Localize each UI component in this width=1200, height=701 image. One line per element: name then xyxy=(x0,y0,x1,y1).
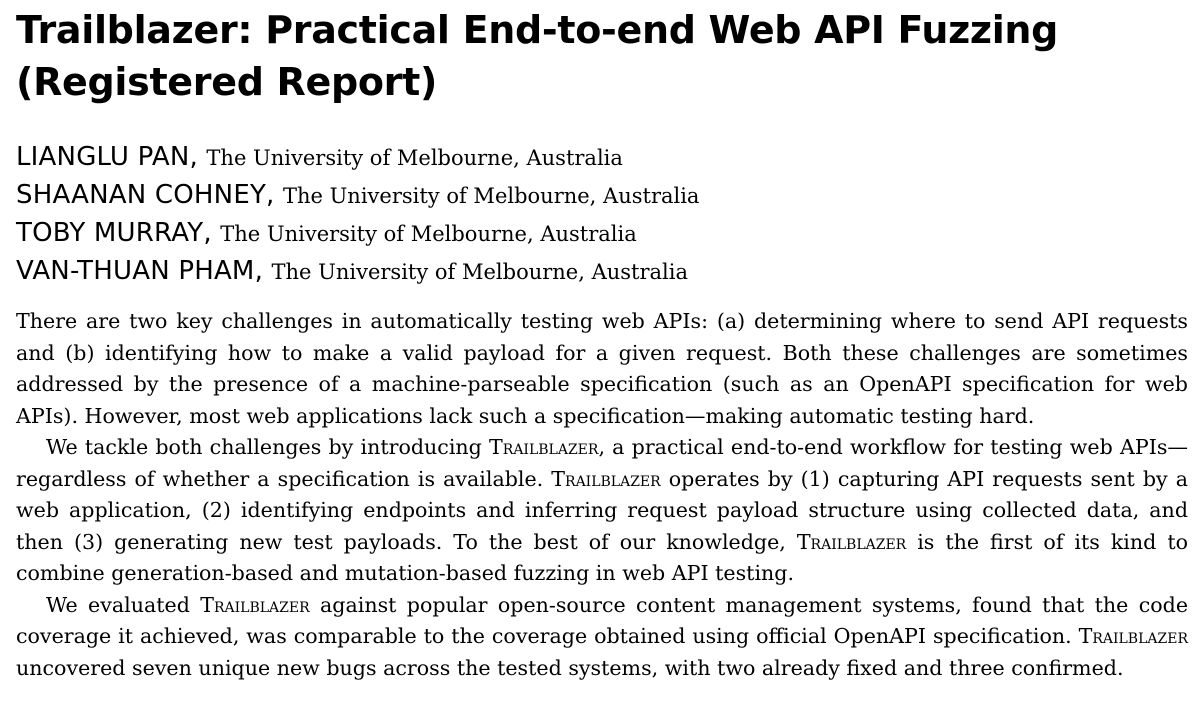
author-separator: , xyxy=(254,256,272,286)
author-affiliation: The University of Melbourne, Australia xyxy=(220,222,637,246)
author-1 xyxy=(16,138,1188,176)
text-run: uncovered seven unique new bugs across the tested systems, with two already fixed and three confirmed. xyxy=(16,655,1124,680)
text-run: against popular open-source content management systems, found that the code coverage it achieved, was comparable to the coverage obtained using official OpenAPI specification. xyxy=(16,592,1189,648)
author-name: SHAANAN COHNEY xyxy=(16,180,267,210)
tool-name: Trailblazer xyxy=(489,435,599,459)
author-affiliation: The University of Melbourne, Australia xyxy=(271,260,688,284)
text-run: We tackle both challenges by introducing xyxy=(46,435,490,459)
author-name: VAN-THUAN PHAM xyxy=(16,256,255,286)
tool-name: Trailblazer xyxy=(200,592,310,617)
tool-name: Trailblazer xyxy=(551,466,661,491)
author-2 xyxy=(16,176,1188,214)
text-run: is the first of its kind to combine generation-based and mutation-based fuzzing in web API testing. xyxy=(16,529,1188,585)
text-run: We evaluated xyxy=(46,592,201,617)
abstract-paragraph-3 xyxy=(16,590,1188,685)
abstract-paragraph-2 xyxy=(16,432,1188,590)
author-name: TOBY MURRAY xyxy=(16,218,204,248)
author-list xyxy=(16,138,1188,290)
author-separator: , xyxy=(266,180,283,210)
abstract xyxy=(16,306,1188,684)
author-affiliation: The University of Melbourne, Australia xyxy=(206,146,623,170)
tool-name: Trailblazer xyxy=(796,529,907,554)
text-run: , a practical end-to-end workflow for testing web APIs—regardless of whether a specification is available. xyxy=(16,435,1188,491)
abstract-paragraph-1: There are two key challenges in automatically testing web APIs: (a) determining where to send API requests and (b) identifying how to make a valid payload for a given request. Both these challenges are sometimes addressed by the presence of a machine-parseable specification (such as an OpenAPI specification for web APIs). However, most web applications lack such a specification—making automatic testing hard. xyxy=(16,309,1188,428)
author-separator: , xyxy=(189,142,207,172)
tool-name: Trailblazer xyxy=(1078,624,1188,648)
author-3 xyxy=(16,214,1188,252)
text-run: operates by (1) capturing API requests sent by a web application, (2) identifying endpoints and inferring request payload structure using collected data, and then (3) generating new test payloads. To the best of our knowledge, xyxy=(16,466,1188,554)
author-name: LIANGLU PAN xyxy=(16,142,190,172)
author-4 xyxy=(16,252,1188,290)
paper-page xyxy=(16,0,1188,684)
paper-title: Trailblazer: Practical End-to-end Web API Fuzzing (Registered Report) xyxy=(16,8,1059,104)
author-separator: , xyxy=(203,218,221,248)
author-affiliation: The University of Melbourne, Australia xyxy=(282,184,700,208)
